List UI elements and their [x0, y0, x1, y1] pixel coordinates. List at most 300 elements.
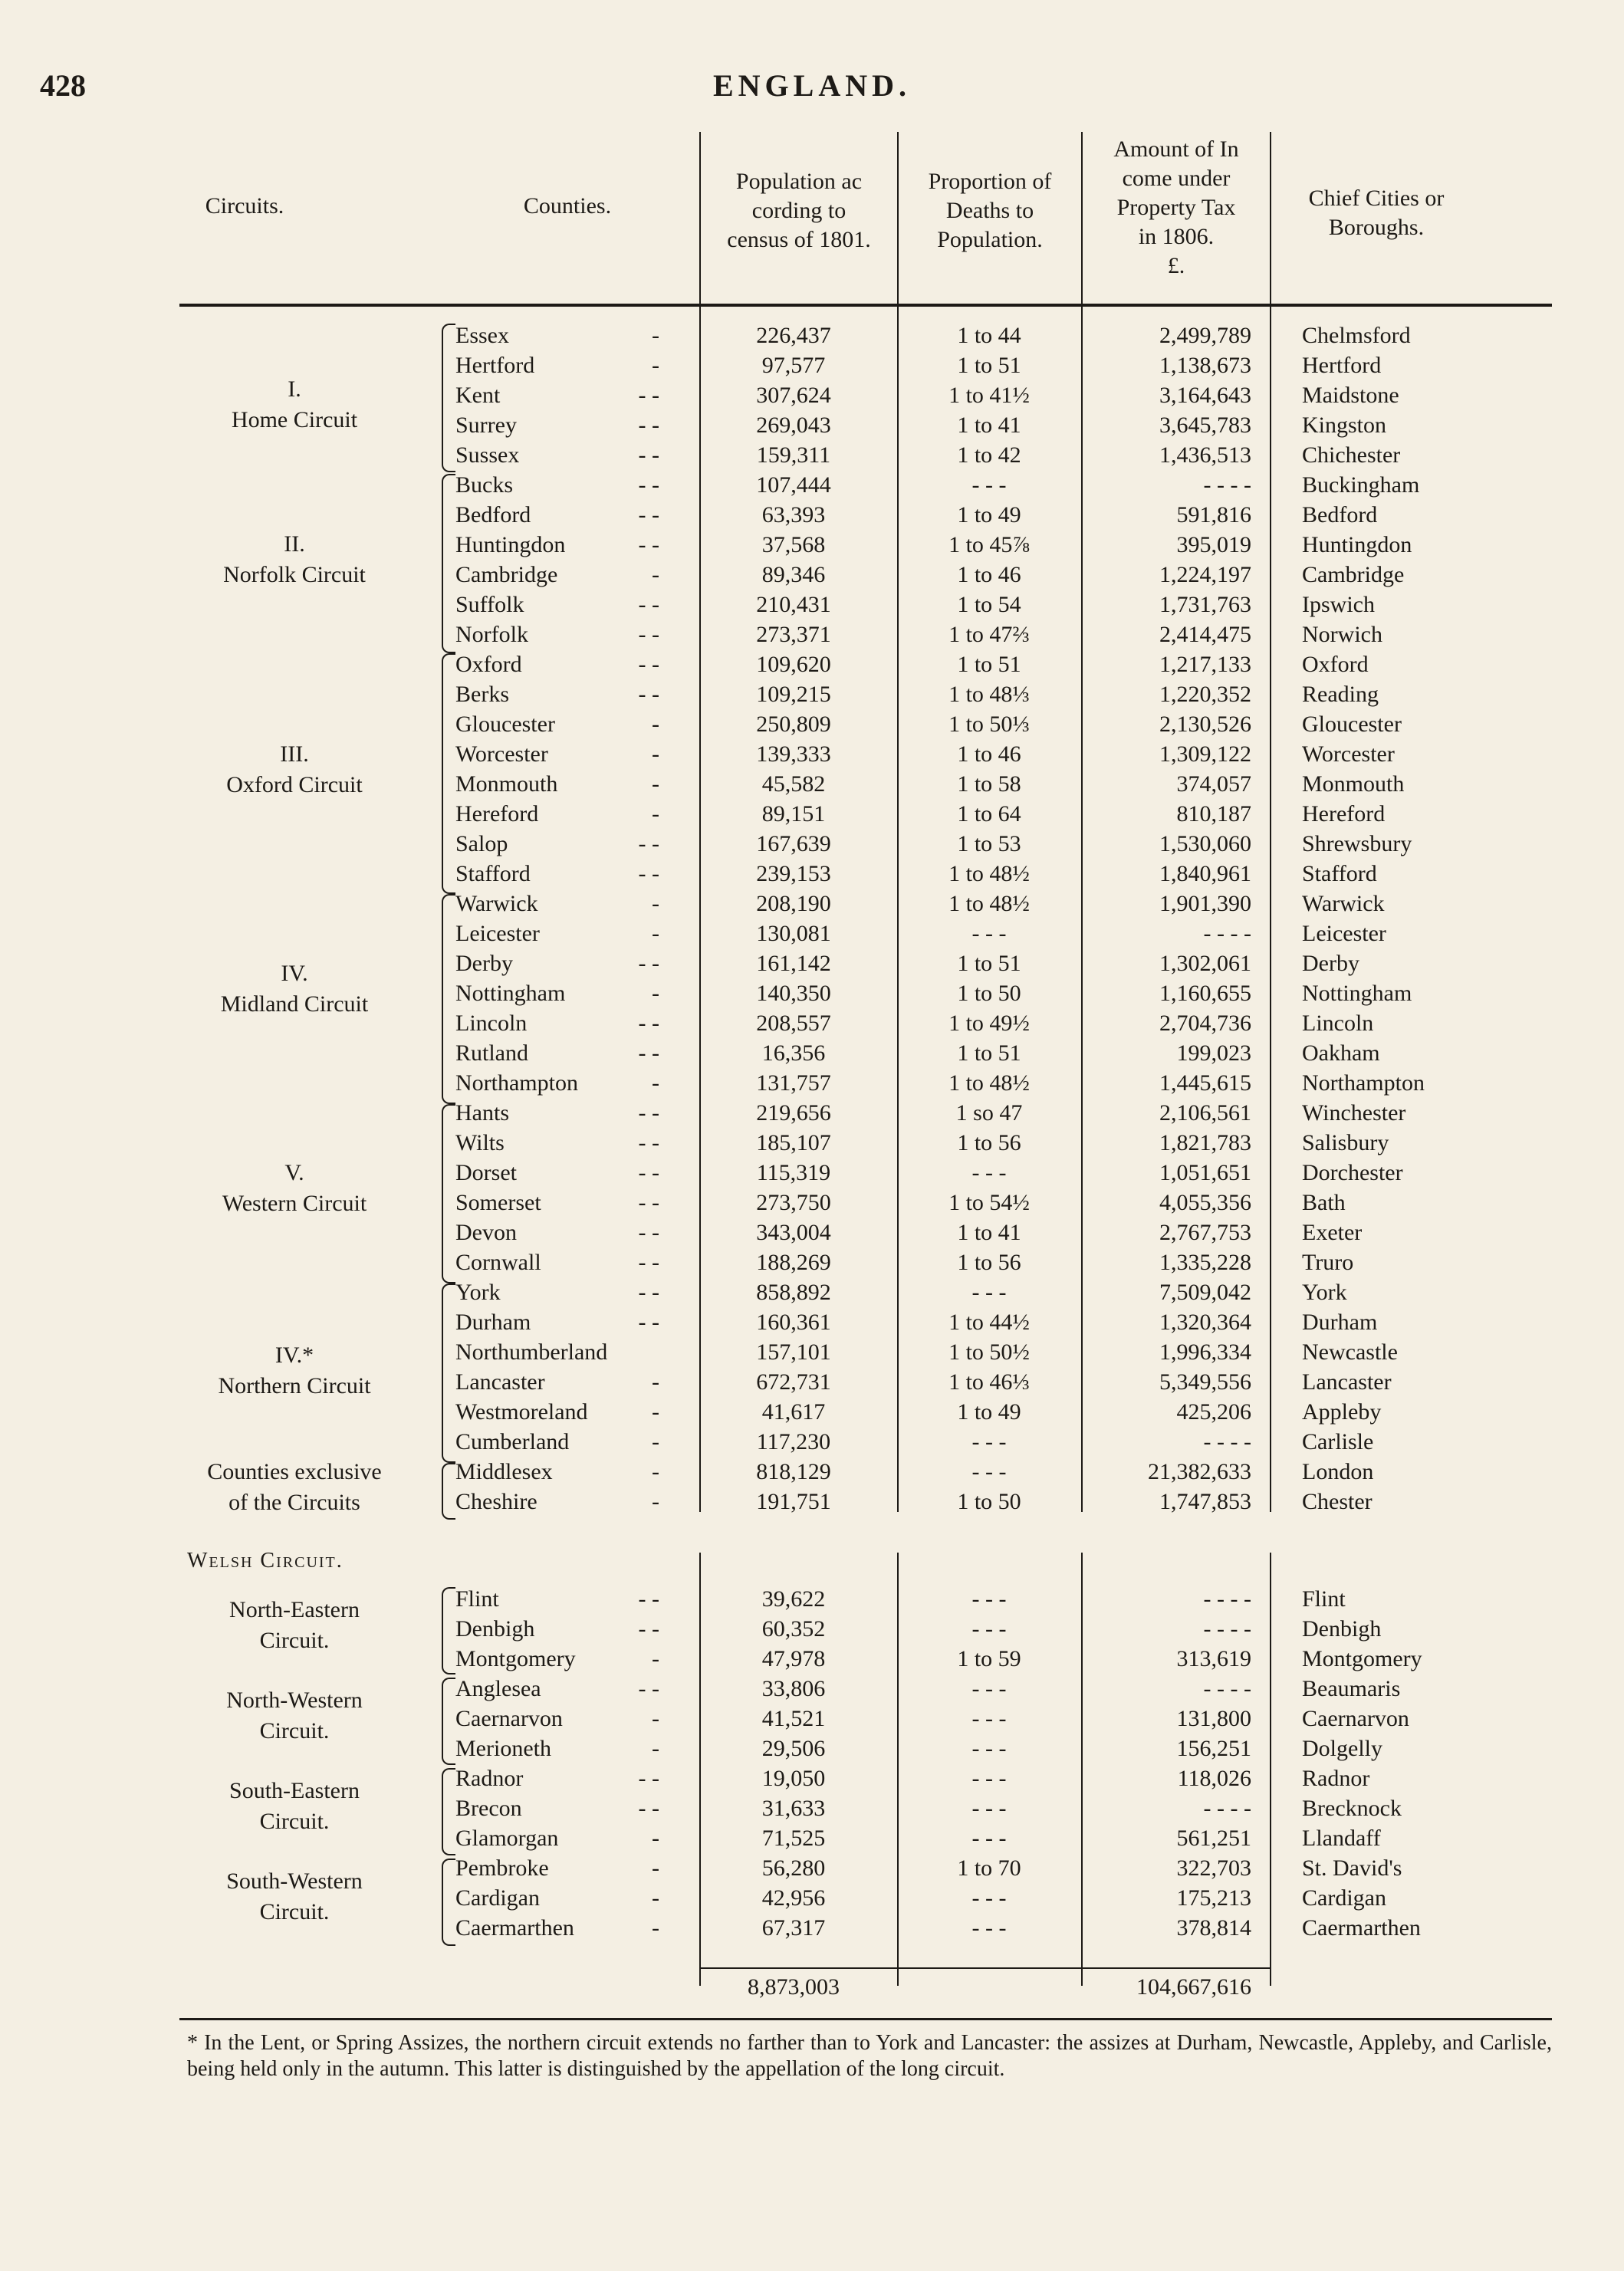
tax-cell: 1,335,228 [1159, 1250, 1251, 1275]
leader-dashes: - - [638, 951, 659, 976]
table-row [0, 560, 1624, 590]
city-cell: Hereford [1302, 801, 1386, 827]
leader-dashes: - - [638, 1586, 659, 1612]
proportion-cell: - - - [971, 1459, 1007, 1484]
tax-cell: 1,436,513 [1159, 442, 1251, 468]
tax-cell: 2,414,475 [1159, 622, 1251, 647]
tax-cell: 199,023 [1176, 1040, 1251, 1066]
population-cell: 97,577 [761, 353, 826, 378]
tax-cell: 1,302,061 [1159, 951, 1251, 976]
leader-dashes: - - [638, 442, 659, 468]
population-cell: 47,978 [761, 1646, 826, 1671]
leader-dashes: - - [638, 1616, 659, 1642]
leader-dashes: - - [638, 412, 659, 438]
county-cell: Surrey [455, 412, 517, 438]
leader-dashes: - - [638, 1796, 659, 1821]
proportion-cell: 1 to 45⅞ [948, 532, 1030, 557]
proportion-cell: - - - [971, 472, 1007, 498]
proportion-cell: 1 to 49 [957, 502, 1021, 527]
table-row [0, 410, 1624, 440]
population-cell: 160,361 [756, 1310, 831, 1335]
county-cell: Gloucester [455, 712, 555, 737]
table-row [0, 1913, 1624, 1943]
leader-dashes: - [652, 712, 659, 737]
city-cell: Bath [1302, 1190, 1346, 1215]
proportion-cell: 1 to 50 [957, 981, 1021, 1006]
table-row [0, 320, 1624, 350]
tax-cell: 395,019 [1176, 532, 1251, 557]
city-cell: Nottingham [1302, 981, 1412, 1006]
header-income: Amount of In come under Property Tax in 1806. £. [1113, 136, 1239, 278]
city-cell: Flint [1302, 1586, 1346, 1612]
city-cell: Kingston [1302, 412, 1387, 438]
county-cell: Worcester [455, 741, 548, 767]
proportion-cell: - - - [971, 1706, 1007, 1731]
city-cell: Warwick [1302, 891, 1385, 916]
table-row [0, 1584, 1624, 1614]
table-row [0, 739, 1624, 769]
population-cell: 858,892 [756, 1280, 831, 1305]
city-cell: Dolgelly [1302, 1736, 1382, 1761]
county-cell: Stafford [455, 861, 531, 886]
circuit-oxford: III. Oxford Circuit [226, 741, 363, 797]
proportion-cell: - - - [971, 1429, 1007, 1454]
tax-cell: 118,026 [1177, 1766, 1251, 1791]
table-row [0, 1307, 1624, 1337]
leader-dashes: - - [638, 1130, 659, 1155]
circuit-exclusive: Counties exclusive of the Circuits [207, 1459, 382, 1515]
leader-dashes: - - [638, 831, 659, 856]
circuit-home: I. Home Circuit [231, 376, 358, 432]
population-cell: 239,153 [756, 861, 831, 886]
population-cell: 19,050 [761, 1766, 826, 1791]
population-cell: 29,506 [761, 1736, 826, 1761]
proportion-cell: 1 to 53 [957, 831, 1021, 856]
circuit-norfolk: II. Norfolk Circuit [223, 531, 366, 587]
table-row [0, 1218, 1624, 1247]
tax-cell: 2,106,561 [1159, 1100, 1251, 1126]
table-row [0, 1397, 1624, 1427]
leader-dashes: - [652, 1369, 659, 1395]
header-proportion: Proportion of Deaths to Population. [928, 169, 1052, 252]
city-cell: Cambridge [1302, 562, 1405, 587]
table-row [0, 1763, 1624, 1793]
county-cell: Flint [455, 1586, 499, 1612]
tax-cell: 2,767,753 [1159, 1220, 1251, 1245]
table-row [0, 1734, 1624, 1763]
table-row [0, 590, 1624, 620]
proportion-cell: 1 so 47 [955, 1100, 1023, 1126]
population-cell: 250,809 [756, 712, 831, 737]
county-cell: Hants [455, 1100, 509, 1126]
table-row [0, 1793, 1624, 1823]
county-cell: Devon [455, 1220, 517, 1245]
proportion-cell: - - - [971, 1280, 1007, 1305]
population-cell: 140,350 [756, 981, 831, 1006]
table-row [0, 1853, 1624, 1883]
population-cell: 56,280 [761, 1855, 826, 1881]
total-population: 8,873,003 [748, 1974, 840, 2000]
table-row [0, 1038, 1624, 1068]
table-row [0, 1883, 1624, 1913]
leader-dashes: - [652, 1489, 659, 1514]
county-cell: Hereford [455, 801, 539, 827]
table-row [0, 1674, 1624, 1704]
proportion-cell: 1 to 41½ [948, 383, 1030, 408]
table-row [0, 649, 1624, 679]
leader-dashes: - [652, 1736, 659, 1761]
population-cell: 60,352 [761, 1616, 826, 1642]
city-cell: Brecknock [1302, 1796, 1402, 1821]
county-cell: Rutland [455, 1040, 528, 1066]
city-cell: Monmouth [1302, 771, 1405, 797]
leader-dashes: - [652, 1826, 659, 1851]
proportion-cell: 1 to 48½ [948, 861, 1030, 886]
table-row [0, 769, 1624, 799]
city-cell: Appleby [1302, 1399, 1382, 1425]
tax-cell: 1,996,334 [1159, 1339, 1251, 1365]
table-row [0, 1158, 1624, 1188]
county-cell: Bucks [455, 472, 513, 498]
tax-cell: 21,382,633 [1148, 1459, 1251, 1484]
population-cell: 89,151 [761, 801, 826, 827]
county-cell: Suffolk [455, 592, 524, 617]
table-row [0, 799, 1624, 829]
table-row [0, 859, 1624, 889]
leader-dashes: - [652, 981, 659, 1006]
leader-dashes: - [652, 1399, 659, 1425]
county-cell: Essex [455, 323, 509, 348]
population-cell: 269,043 [756, 412, 831, 438]
table-row [0, 1247, 1624, 1277]
tax-cell: 175,213 [1176, 1885, 1251, 1911]
population-cell: 226,437 [756, 323, 831, 348]
population-cell: 219,656 [756, 1100, 831, 1126]
population-cell: 167,639 [756, 831, 831, 856]
leader-dashes: - [652, 562, 659, 587]
table-row [0, 1128, 1624, 1158]
county-cell: Durham [455, 1310, 531, 1335]
running-head: ENGLAND. [712, 68, 912, 103]
leader-dashes: - - [638, 383, 659, 408]
county-cell: Cambridge [455, 562, 558, 587]
city-cell: London [1302, 1459, 1374, 1484]
leader-dashes: - [652, 1646, 659, 1671]
tax-cell: 156,251 [1176, 1736, 1251, 1761]
welsh-circuit-title: Welsh Circuit. [187, 1549, 344, 1573]
population-cell: 37,568 [761, 532, 826, 557]
county-cell: Caermarthen [455, 1915, 574, 1941]
city-cell: Gloucester [1302, 712, 1402, 737]
proportion-cell: 1 to 49 [957, 1399, 1021, 1425]
table-row [0, 1427, 1624, 1457]
county-cell: Leicester [455, 921, 540, 946]
tax-cell: 3,164,643 [1159, 383, 1251, 408]
leader-dashes: - [652, 1855, 659, 1881]
table-row [0, 1068, 1624, 1098]
population-cell: 210,431 [756, 592, 831, 617]
city-cell: Lancaster [1302, 1369, 1392, 1395]
proportion-cell: 1 to 50½ [948, 1339, 1030, 1365]
city-cell: Montgomery [1302, 1646, 1422, 1671]
leader-dashes: - [652, 353, 659, 378]
county-cell: Sussex [455, 442, 520, 468]
tax-cell: 378,814 [1176, 1915, 1251, 1941]
footnote-rule [179, 2018, 1552, 2020]
tax-cell: 1,530,060 [1159, 831, 1251, 856]
city-cell: Salisbury [1302, 1130, 1389, 1155]
table-row [0, 1188, 1624, 1218]
proportion-cell: 1 to 58 [957, 771, 1021, 797]
proportion-cell: 1 to 41 [957, 412, 1021, 438]
city-cell: Leicester [1302, 921, 1386, 946]
population-cell: 130,081 [756, 921, 831, 946]
proportion-cell: 1 to 48½ [948, 1070, 1030, 1096]
tax-cell: - - - - [1203, 921, 1251, 946]
proportion-cell: 1 to 44 [957, 323, 1021, 348]
leader-dashes: - - [638, 682, 659, 707]
population-cell: 273,750 [756, 1190, 831, 1215]
county-cell: Montgomery [455, 1646, 576, 1671]
table-row [0, 1487, 1624, 1517]
circuit-western: V. Western Circuit [222, 1160, 367, 1216]
population-cell: 89,346 [761, 562, 826, 587]
tax-cell: 1,747,853 [1159, 1489, 1251, 1514]
tax-cell: 1,051,651 [1159, 1160, 1251, 1185]
population-cell: 139,333 [756, 741, 831, 767]
proportion-cell: - - - [971, 1885, 1007, 1911]
city-cell: Dorchester [1302, 1160, 1403, 1185]
city-cell: Cardigan [1302, 1885, 1386, 1911]
proportion-cell: 1 to 64 [957, 801, 1021, 827]
proportion-cell: 1 to 56 [957, 1130, 1021, 1155]
population-cell: 208,190 [756, 891, 831, 916]
page-number: 428 [40, 68, 86, 103]
city-cell: Exeter [1302, 1220, 1363, 1245]
tax-cell: 1,445,615 [1159, 1070, 1251, 1096]
tax-cell: 1,220,352 [1159, 682, 1251, 707]
tax-cell: 2,704,736 [1159, 1011, 1251, 1036]
leader-dashes: - - [638, 1100, 659, 1126]
proportion-cell: 1 to 54½ [948, 1190, 1030, 1215]
population-cell: 191,751 [756, 1489, 831, 1514]
population-cell: 185,107 [756, 1130, 831, 1155]
leader-dashes: - - [638, 1280, 659, 1305]
city-cell: Oakham [1302, 1040, 1380, 1066]
county-cell: Radnor [455, 1766, 524, 1791]
table-row [0, 620, 1624, 649]
table-row [0, 709, 1624, 739]
table-row [0, 470, 1624, 500]
footnote: * In the Lent, or Spring Assizes, the northern circuit extends no farther than to York and Lancaster: the assizes at Durham, Newcastle, Appleby, and Carlisle, being held only in the autumn. This latter is distinguished by the appellation of the long circuit. [187, 2031, 1552, 2081]
proportion-cell: 1 to 46⅓ [948, 1369, 1030, 1395]
leader-dashes: - - [638, 502, 659, 527]
city-cell: Huntingdon [1302, 532, 1412, 557]
leader-dashes: - [652, 1429, 659, 1454]
county-cell: Huntingdon [455, 532, 566, 557]
tax-cell: 1,901,390 [1159, 891, 1251, 916]
county-cell: Anglesea [455, 1676, 541, 1701]
circuit-south-eastern: South-Eastern Circuit. [229, 1778, 360, 1834]
circuit-north-western: North-Western Circuit. [226, 1688, 363, 1744]
tax-cell: 1,840,961 [1159, 861, 1251, 886]
circuit-north-eastern: North-Eastern Circuit. [229, 1597, 360, 1653]
tax-cell: 1,320,364 [1159, 1310, 1251, 1335]
header-population: Population ac cording to census of 1801. [727, 169, 871, 252]
tax-cell: 810,187 [1176, 801, 1251, 827]
tax-cell: - - - - [1203, 472, 1251, 498]
county-cell: Caernarvon [455, 1706, 563, 1731]
leader-dashes: - - [638, 1250, 659, 1275]
header-circuits: Circuits. [205, 193, 284, 219]
population-cell: 31,633 [761, 1796, 826, 1821]
population-cell: 672,731 [756, 1369, 831, 1395]
city-cell: St. David's [1302, 1855, 1402, 1881]
leader-dashes: - - [638, 1676, 659, 1701]
county-cell: Merioneth [455, 1736, 551, 1761]
proportion-cell: 1 to 46 [957, 741, 1021, 767]
header-counties: Counties. [523, 193, 612, 219]
tax-cell: 374,057 [1176, 771, 1251, 797]
city-cell: Maidstone [1302, 383, 1399, 408]
leader-dashes: - - [638, 861, 659, 886]
table-row [0, 350, 1624, 380]
table-row [0, 889, 1624, 919]
table-row [0, 1704, 1624, 1734]
leader-dashes: - - [638, 1011, 659, 1036]
population-cell: 107,444 [756, 472, 831, 498]
leader-dashes: - [652, 891, 659, 916]
proportion-cell: 1 to 51 [957, 652, 1021, 677]
table-row [0, 919, 1624, 948]
city-cell: Caermarthen [1302, 1915, 1421, 1941]
proportion-cell: 1 to 47⅔ [948, 622, 1030, 647]
county-cell: Northampton [455, 1070, 578, 1096]
population-cell: 71,525 [761, 1826, 826, 1851]
circuit-south-western: South-Western Circuit. [226, 1868, 363, 1924]
population-cell: 63,393 [761, 502, 826, 527]
proportion-cell: 1 to 41 [957, 1220, 1021, 1245]
table-row [0, 978, 1624, 1008]
table-row [0, 530, 1624, 560]
table-row [0, 829, 1624, 859]
city-cell: Ipswich [1302, 592, 1375, 617]
city-cell: Radnor [1302, 1766, 1370, 1791]
city-cell: Norwich [1302, 622, 1382, 647]
city-cell: Worcester [1302, 741, 1395, 767]
proportion-cell: 1 to 44½ [948, 1310, 1030, 1335]
tax-cell: 4,055,356 [1159, 1190, 1251, 1215]
county-cell: Nottingham [455, 981, 566, 1006]
leader-dashes: - - [638, 592, 659, 617]
leader-dashes: - - [638, 652, 659, 677]
leader-dashes: - [652, 801, 659, 827]
population-cell: 67,317 [761, 1915, 826, 1941]
tax-cell: - - - - [1203, 1586, 1251, 1612]
city-cell: Chester [1302, 1489, 1373, 1514]
city-cell: Beaumaris [1302, 1676, 1401, 1701]
county-cell: Kent [455, 383, 501, 408]
tax-cell: 1,821,783 [1159, 1130, 1251, 1155]
county-cell: Warwick [455, 891, 538, 916]
leader-dashes: - - [638, 1160, 659, 1185]
population-cell: 33,806 [761, 1676, 826, 1701]
proportion-cell: 1 to 54 [957, 592, 1021, 617]
city-cell: Denbigh [1302, 1616, 1382, 1642]
county-cell: Cardigan [455, 1885, 540, 1911]
proportion-cell: 1 to 48½ [948, 891, 1030, 916]
population-cell: 41,617 [761, 1399, 826, 1425]
city-cell: Oxford [1302, 652, 1369, 677]
proportion-cell: - - - [971, 1766, 1007, 1791]
circuit-northern: IV.* Northern Circuit [218, 1343, 371, 1398]
county-cell: Hertford [455, 353, 535, 378]
tax-cell: - - - - [1203, 1616, 1251, 1642]
tax-cell: - - - - [1203, 1796, 1251, 1821]
proportion-cell: - - - [971, 1826, 1007, 1851]
city-cell: Chichester [1302, 442, 1401, 468]
proportion-cell: 1 to 56 [957, 1250, 1021, 1275]
table-row [0, 1277, 1624, 1307]
leader-dashes: - - [638, 1040, 659, 1066]
county-cell: Berks [455, 682, 509, 707]
county-cell: Glamorgan [455, 1826, 559, 1851]
leader-dashes: - - [638, 472, 659, 498]
county-cell: Cumberland [455, 1429, 570, 1454]
leader-dashes: - - [638, 1190, 659, 1215]
county-cell: Cheshire [455, 1489, 537, 1514]
county-cell: Lincoln [455, 1011, 528, 1036]
population-cell: 131,757 [756, 1070, 831, 1096]
table-row [0, 1614, 1624, 1644]
population-cell: 109,215 [756, 682, 831, 707]
population-cell: 157,101 [756, 1339, 831, 1365]
tax-cell: 1,217,133 [1159, 652, 1251, 677]
leader-dashes: - [652, 1706, 659, 1731]
table-row [0, 948, 1624, 978]
tax-cell: 322,703 [1176, 1855, 1251, 1881]
proportion-cell: 1 to 42 [957, 442, 1021, 468]
proportion-cell: - - - [971, 1915, 1007, 1941]
proportion-cell: - - - [971, 1616, 1007, 1642]
tax-cell: 591,816 [1176, 502, 1251, 527]
proportion-cell: 1 to 51 [957, 353, 1021, 378]
population-cell: 45,582 [761, 771, 826, 797]
tax-cell: 2,499,789 [1159, 323, 1251, 348]
table-row [0, 1008, 1624, 1038]
population-cell: 115,319 [756, 1160, 831, 1185]
tax-cell: 2,130,526 [1159, 712, 1251, 737]
city-cell: Winchester [1302, 1100, 1406, 1126]
table-row [0, 380, 1624, 410]
proportion-cell: - - - [971, 1736, 1007, 1761]
city-cell: Lincoln [1302, 1011, 1374, 1036]
leader-dashes: - [652, 1915, 659, 1941]
city-cell: Northampton [1302, 1070, 1425, 1096]
city-cell: York [1302, 1280, 1347, 1305]
county-cell: York [455, 1280, 501, 1305]
circuit-midland: IV. Midland Circuit [220, 961, 369, 1017]
county-cell: Derby [455, 951, 513, 976]
county-cell: Northumberland [455, 1339, 608, 1365]
population-cell: 273,371 [756, 622, 831, 647]
tax-cell: 561,251 [1176, 1826, 1251, 1851]
proportion-cell: 1 to 48⅓ [948, 682, 1030, 707]
table-row [0, 1337, 1624, 1367]
table-row [0, 1644, 1624, 1674]
proportion-cell: 1 to 70 [957, 1855, 1021, 1881]
population-cell: 818,129 [756, 1459, 831, 1484]
